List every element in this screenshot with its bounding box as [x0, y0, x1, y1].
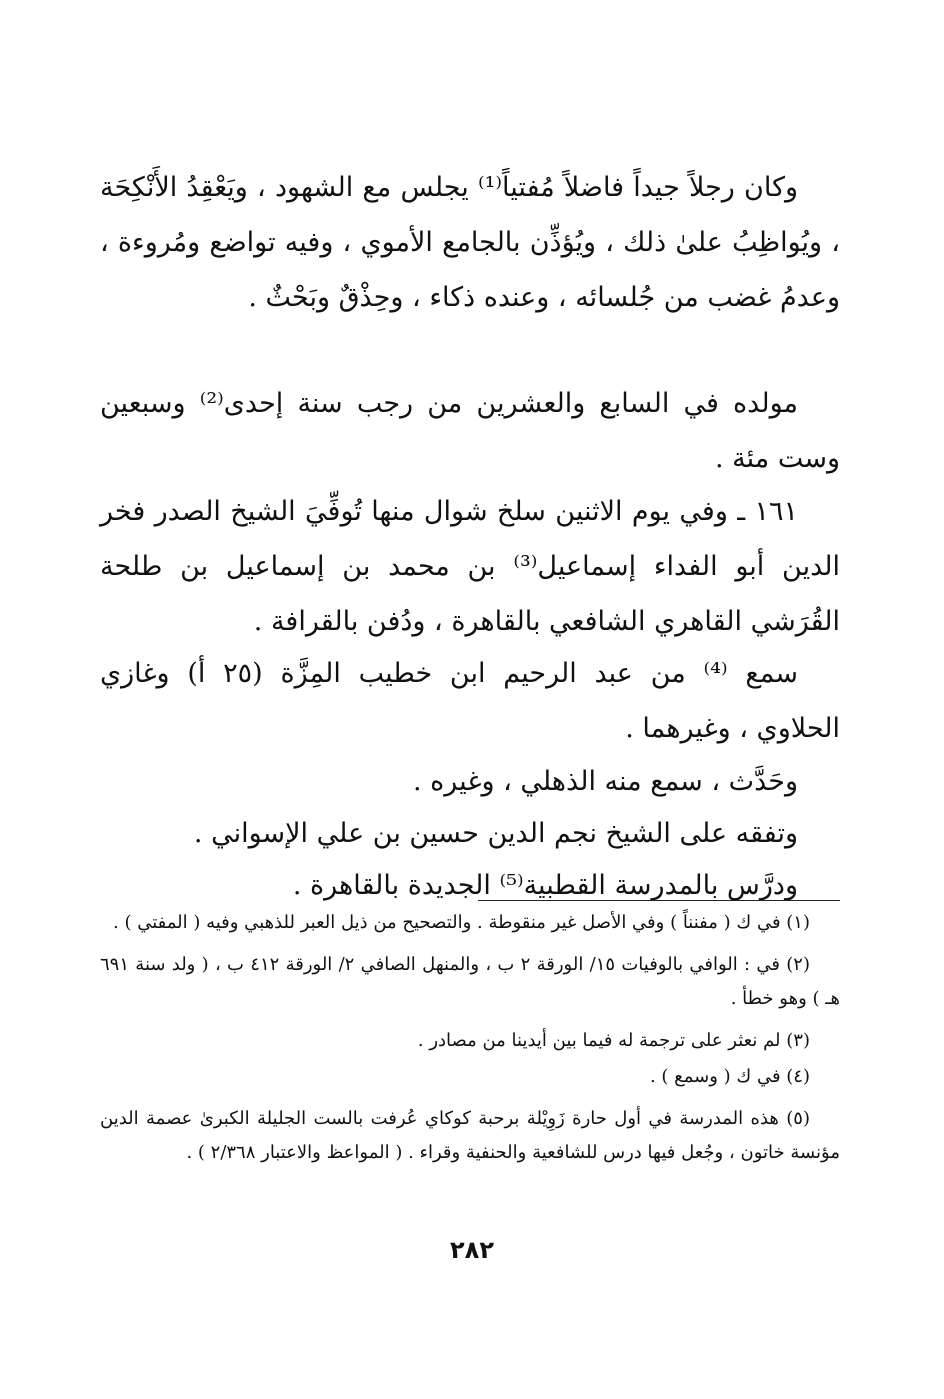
page-number: ٢٨٢ [450, 1236, 494, 1264]
footnote-divider [478, 900, 840, 901]
footnote-4: (٤) في ك ( وسمع ) . [649, 1066, 810, 1087]
footnotes [100, 906, 840, 1172]
footnote-5: (٥) هذه المدرسة في أول حارة زَوِيْلة برحبة كوكاي عُرفت بالست الجليلة الكبرىٰ عصمة الدين مؤنسة خاتون ، وجُعل فيها درس للشافعية والحنفية وقراء . ( المواعظ والاعتبار ٢/٣٦٨ ) . [100, 1108, 840, 1163]
paragraph-narrated: وحَدَّث ، سمع منه الذهلي ، وغيره . [412, 766, 798, 797]
footnote-1: (١) في ك ( مفنناً ) وفي الأصل غير منقوطة . والتصحيح من ذيل العبر للذهبي وفيه ( المفتي ) . [113, 912, 810, 933]
paragraph-entry-161: ١٦١ ـ وفي يوم الاثنين سلخ شوال منها تُوفِّيَ الشيخ الصدر فخر الدين أبو الفداء إسماعيل⁽³⁾ بن محمد بن إسماعيل بن طلحة القُرَشي القاهري الشافعي بالقاهرة ، ودُفن بالقرافة . [100, 496, 840, 637]
footnote-2: (٢) في : الوافي بالوفيات ١٥/ الورقة ٢ ب ، والمنهل الصافي ٢/ الورقة ٤١٢ ب ، ( ولد سنة ٦٩١ هـ ) وهو خطأ . [100, 954, 840, 1009]
paragraph-teachers: سمع ⁽⁴⁾ من عبد الرحيم ابن خطيب المِزَّة (٢٥ أ) وغازي الحلاوي ، وغيرهما . [100, 658, 840, 744]
paragraph-birth: مولده في السابع والعشرين من رجب سنة إحدى⁽²⁾ وسبعين وست مئة . [100, 388, 840, 474]
paragraph-studied: وتفقه على الشيخ نجم الدين حسين بن علي الإسواني . [193, 818, 798, 849]
paragraph-taught: ودرَّس بالمدرسة القطبية⁽⁵⁾ الجديدة بالقاهرة . [292, 870, 798, 901]
paragraph-biography: وكان رجلاً جيداً فاضلاً مُفتياً⁽¹⁾ يجلس مع الشهود ، ويَعْقِدُ الأَنْكِحَة ، ويُواظِبُ علىٰ ذلك ، ويُؤذِّن بالجامع الأموي ، وفيه تواضع ومُروءة ، وعدمُ غضب من جُلسائه ، وعنده ذكاء ، وحِذْقٌ وبَحْثٌ . [100, 172, 840, 313]
footnote-3: (٣) لم نعثر على ترجمة له فيما بين أيدينا من مصادر . [417, 1030, 810, 1051]
